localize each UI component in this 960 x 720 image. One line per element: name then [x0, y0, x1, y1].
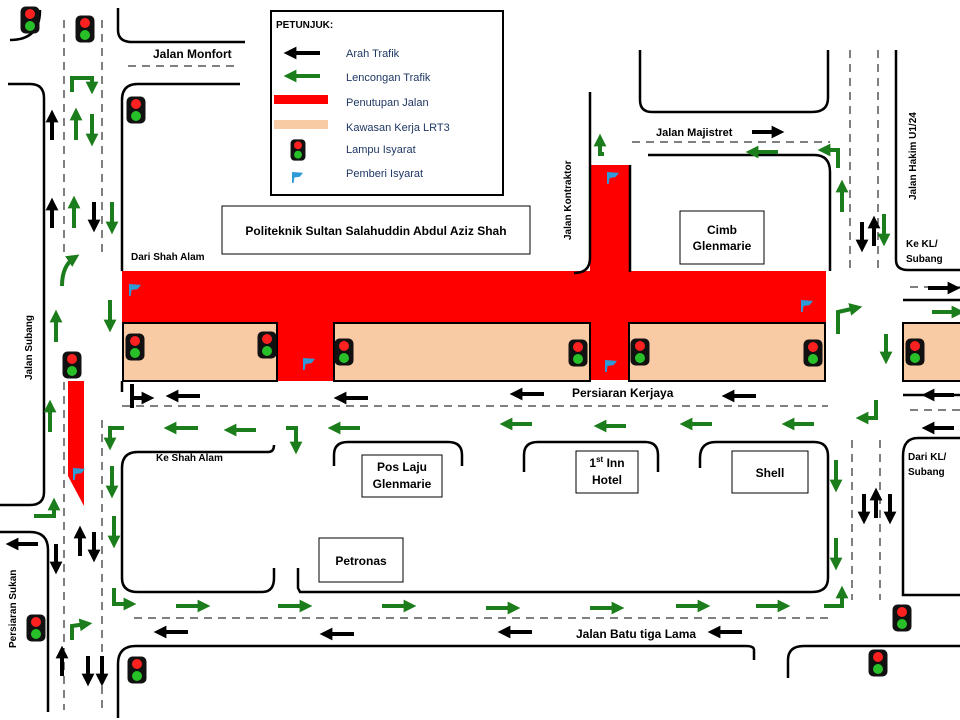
petronas-label: Petronas — [335, 554, 387, 568]
traffic-light-icon — [126, 334, 145, 361]
traffic-light-icon — [804, 340, 823, 367]
inn-superscript: st — [596, 455, 604, 464]
cimb-box — [680, 211, 764, 264]
label-dari-kl-line2: Subang — [908, 467, 945, 478]
label-ke-shah-alam: Ke Shah Alam — [156, 453, 223, 464]
inn-word: Inn — [603, 456, 625, 470]
poslaju-label-line2: Glenmarie — [372, 477, 432, 491]
shell-label: Shell — [755, 466, 785, 480]
legend-lencongan-label: Lencongan Trafik — [346, 72, 431, 84]
traffic-light-icon — [127, 97, 146, 124]
road-label-kerjaya: Persiaran Kerjaya — [572, 386, 674, 400]
traffic-light-icon — [569, 340, 588, 367]
road-label-sukan: Persiaran Sukan — [8, 569, 19, 648]
legend-penutupan-label: Penutupan Jalan — [346, 97, 429, 109]
legend-pemberi-label: Pemberi Isyarat — [346, 168, 424, 180]
legend-title: PETUNJUK: — [276, 20, 334, 31]
traffic-light-icon — [63, 352, 82, 379]
traffic-light-icon — [335, 339, 354, 366]
legend-lampu-label: Lampu Isyarat — [346, 144, 416, 156]
legend-arah-label: Arah Trafik — [346, 48, 400, 60]
traffic-light-icon — [128, 657, 147, 684]
traffic-direction-arrows — [12, 116, 954, 680]
label-ke-kl-line1: Ke KL/ — [906, 239, 938, 250]
politeknik-label: Politeknik Sultan Salahuddin Abdul Aziz Shah — [245, 224, 507, 238]
label-dari-kl-line1: Dari KL/ — [908, 452, 947, 463]
label-dari-shah-alam: Dari Shah Alam — [131, 252, 205, 263]
legend — [271, 11, 503, 195]
label-ke-kl-line2: Subang — [906, 254, 943, 265]
cimb-label-line1: Cimb — [707, 223, 737, 237]
lrt3-work-areas — [123, 323, 960, 381]
place-boxes — [222, 206, 808, 582]
traffic-light-icon — [27, 615, 46, 642]
road-label-hakim: Jalan Hakim U1/24 — [908, 112, 919, 200]
legend-penutupan-swatch — [274, 95, 328, 104]
road-label-subang: Jalan Subang — [24, 314, 35, 380]
traffic-light-icon — [258, 332, 277, 359]
traffic-light-icon — [291, 139, 306, 160]
inn-label-line2: Hotel — [592, 473, 622, 487]
poslaju-label-line1: Pos Laju — [376, 460, 428, 474]
traffic-light-icon — [631, 339, 650, 366]
road-label-kontraktor: Jalan Kontraktor — [563, 160, 574, 240]
legend-kawasan-label: Kawasan Kerja LRT3 — [346, 122, 450, 134]
road-label-batu: Jalan Batu tiga Lama — [576, 627, 697, 641]
traffic-light-icon — [893, 605, 912, 632]
inn-label-line1 — [589, 455, 624, 470]
road-label-monfort: Jalan Monfort — [153, 47, 232, 61]
road-label-majistret: Jalan Majistret — [656, 127, 733, 139]
legend-kawasan-swatch — [274, 120, 328, 129]
traffic-light-icon — [906, 339, 925, 366]
cimb-label-line2: Glenmarie — [692, 239, 752, 253]
traffic-light-icon — [869, 650, 888, 677]
traffic-light-icon — [76, 16, 95, 43]
traffic-light-icon — [21, 7, 40, 34]
inn-number: 1 — [589, 456, 597, 470]
